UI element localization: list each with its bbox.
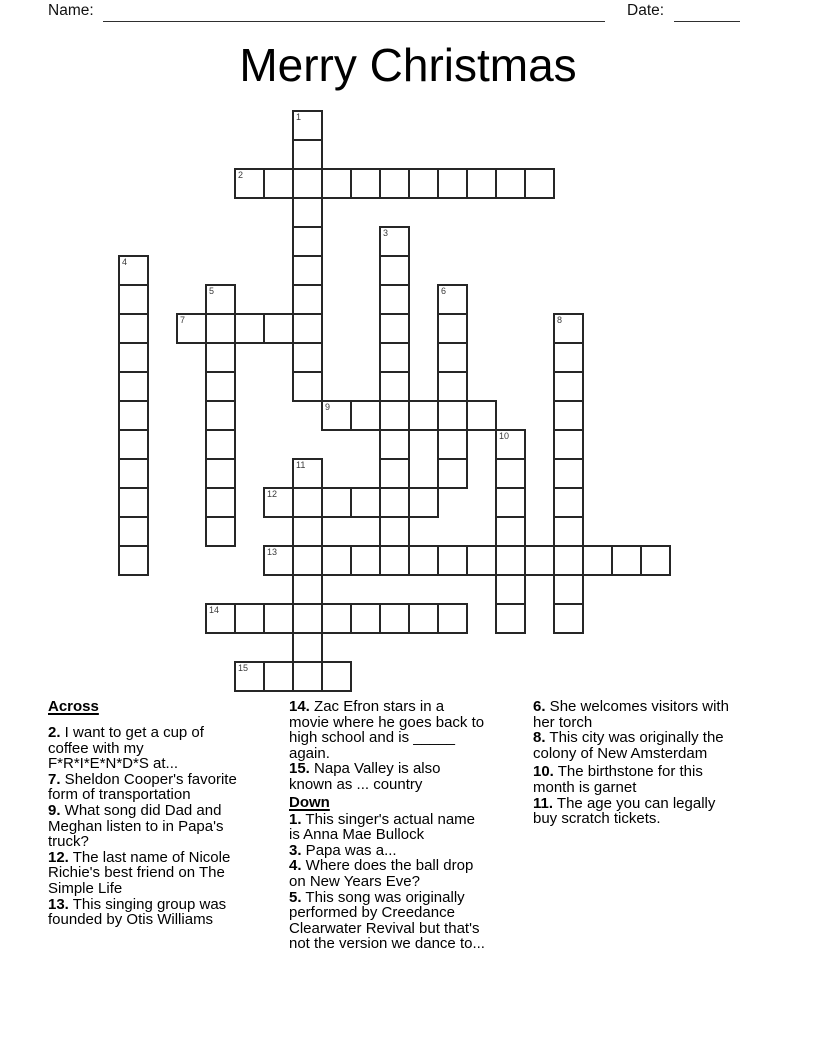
grid-cell[interactable]: [495, 516, 526, 547]
grid-cell[interactable]: [321, 545, 352, 576]
grid-cell[interactable]: [205, 342, 236, 373]
cell-number: 6: [441, 286, 447, 296]
grid-cell[interactable]: [495, 545, 526, 576]
clue-across-2: 2. I want to get a cup of coffee with my F*R*I*E*N*D*S at...: [48, 724, 204, 773]
grid-cell[interactable]: [321, 603, 352, 634]
grid-cell[interactable]: [205, 371, 236, 402]
cell-number: 7: [180, 315, 186, 325]
grid-cell[interactable]: [205, 313, 236, 344]
grid-cell[interactable]: [553, 574, 584, 605]
grid-cell[interactable]: [234, 313, 265, 344]
clue-across-9: 9. What song did Dad and Meghan listen to in Papa's truck?: [48, 801, 224, 851]
across-clues-overflow-list: [289, 699, 487, 793]
grid-cell[interactable]: [234, 603, 265, 634]
grid-cell[interactable]: [205, 603, 236, 634]
grid-cell[interactable]: [234, 168, 265, 199]
grid-cell[interactable]: [292, 545, 323, 576]
date-label: Date:: [627, 2, 665, 19]
grid-cell[interactable]: [553, 400, 584, 431]
grid-cell[interactable]: [292, 487, 323, 518]
grid-cell[interactable]: [350, 400, 381, 431]
grid-cell[interactable]: [437, 371, 468, 402]
clue-across-12: 12. The last name of Nicole Richie's best friend on The Simple Life: [48, 848, 231, 897]
clue-number: 11.: [533, 794, 554, 812]
grid-cell[interactable]: [379, 168, 410, 199]
grid-cell[interactable]: [553, 342, 584, 373]
cell-number: 2: [238, 170, 244, 180]
down-clues-overflow-list: [533, 699, 738, 827]
grid-cell[interactable]: [321, 168, 352, 199]
cell-number: 1: [296, 112, 302, 122]
clue-number: 13.: [48, 895, 69, 913]
grid-cell[interactable]: [582, 545, 613, 576]
grid-cell[interactable]: [234, 661, 265, 692]
clue-down-8: 8. This city was originally the colony of New Amsterdam: [533, 729, 724, 762]
grid-cell[interactable]: [292, 110, 323, 141]
grid-cell[interactable]: [205, 400, 236, 431]
grid-cell[interactable]: [350, 487, 381, 518]
grid-cell[interactable]: [205, 516, 236, 547]
grid-cell[interactable]: [292, 516, 323, 547]
grid-cell[interactable]: [379, 458, 410, 489]
clues-column-1: [48, 699, 289, 928]
grid-cell[interactable]: [118, 284, 149, 315]
cell-number: 11: [296, 460, 306, 470]
grid-cell[interactable]: [495, 458, 526, 489]
grid-cell[interactable]: [205, 429, 236, 460]
grid-cell[interactable]: [379, 313, 410, 344]
clue-number: 14.: [289, 698, 310, 715]
grid-cell[interactable]: [611, 545, 642, 576]
grid-cell[interactable]: [466, 168, 497, 199]
grid-cell[interactable]: [553, 371, 584, 402]
grid-cell[interactable]: [379, 342, 410, 373]
grid-cell[interactable]: [408, 545, 439, 576]
down-heading: Down: [289, 793, 330, 811]
grid-cell[interactable]: [118, 400, 149, 431]
grid-cell[interactable]: [437, 603, 468, 634]
clues-column-3: [533, 699, 738, 827]
grid-cell[interactable]: [437, 168, 468, 199]
cell-number: 15: [238, 663, 249, 673]
grid-cell[interactable]: [118, 458, 149, 489]
clue-number: 9.: [48, 801, 61, 819]
grid-cell[interactable]: [437, 284, 468, 315]
grid-cell[interactable]: [263, 603, 294, 634]
name-label: Name:: [48, 2, 94, 19]
grid-cell[interactable]: [408, 603, 439, 634]
grid-cell[interactable]: [437, 545, 468, 576]
grid-cell[interactable]: [263, 313, 294, 344]
grid-cell[interactable]: [640, 545, 671, 576]
grid-cell[interactable]: [292, 603, 323, 634]
grid-cell[interactable]: [292, 574, 323, 605]
grid-cell[interactable]: [292, 255, 323, 286]
grid-cell[interactable]: [408, 168, 439, 199]
name-blank-line[interactable]: [103, 4, 605, 22]
grid-cell[interactable]: [292, 197, 323, 228]
grid-cell[interactable]: [553, 487, 584, 518]
grid-cell[interactable]: [176, 313, 207, 344]
grid-cell[interactable]: [118, 255, 149, 286]
grid-cell[interactable]: [379, 516, 410, 547]
grid-cell[interactable]: [379, 603, 410, 634]
clue-across-15: 15. Napa Valley is also known as ... country: [289, 760, 441, 793]
grid-cell[interactable]: [466, 400, 497, 431]
grid-cell[interactable]: [553, 545, 584, 576]
grid-cell[interactable]: [524, 168, 555, 199]
grid-cell[interactable]: [205, 487, 236, 518]
grid-cell[interactable]: [350, 545, 381, 576]
grid-cell[interactable]: [292, 168, 323, 199]
cell-number: 9: [325, 402, 331, 412]
grid-cell[interactable]: [379, 487, 410, 518]
cell-number: 12: [267, 489, 278, 499]
across-heading: Across: [48, 698, 99, 715]
grid-cell[interactable]: [118, 545, 149, 576]
grid-cell[interactable]: [553, 516, 584, 547]
grid-cell[interactable]: [437, 400, 468, 431]
grid-cell[interactable]: [205, 458, 236, 489]
grid-cell[interactable]: [553, 313, 584, 344]
clue-number: 7.: [48, 770, 61, 788]
clue-number: 4.: [289, 857, 302, 875]
grid-cell[interactable]: [379, 226, 410, 257]
grid-cell[interactable]: [524, 545, 555, 576]
grid-cell[interactable]: [495, 574, 526, 605]
grid-cell[interactable]: [205, 284, 236, 315]
clue-number: 5.: [289, 888, 302, 906]
cell-number: 13: [267, 547, 278, 557]
grid-cell[interactable]: [118, 342, 149, 373]
grid-cell[interactable]: [292, 371, 323, 402]
cell-number: 8: [557, 315, 563, 325]
grid-cell[interactable]: [408, 400, 439, 431]
grid-cell[interactable]: [379, 255, 410, 286]
grid-cell[interactable]: [437, 429, 468, 460]
across-clues-list: [48, 725, 248, 928]
grid-cell[interactable]: [292, 313, 323, 344]
crossword-grid: [118, 110, 673, 694]
cell-number: 3: [383, 228, 389, 238]
clues-column-2: [289, 699, 533, 952]
page-title: Merry Christmas: [239, 39, 577, 91]
grid-cell[interactable]: [495, 168, 526, 199]
grid-cell[interactable]: [379, 545, 410, 576]
grid-cell[interactable]: [495, 603, 526, 634]
clues-section: [48, 699, 738, 952]
grid-cell[interactable]: [118, 371, 149, 402]
grid-cell[interactable]: [437, 342, 468, 373]
clue-down-3: 3. Papa was a...: [289, 841, 397, 859]
clue-down-5: 5. This song was originally performed by Creedance Clearwater Revival but that's not the version we dance to...: [289, 888, 485, 953]
cell-number: 4: [122, 257, 128, 267]
grid-cell[interactable]: [437, 313, 468, 344]
grid-cell[interactable]: [350, 168, 381, 199]
clue-across-13: 13. This singing group was founded by Otis Williams: [48, 895, 227, 929]
clue-down-10: 10. The birthstone for this month is garnet: [533, 763, 703, 796]
grid-cell[interactable]: [292, 139, 323, 170]
grid-cell[interactable]: [321, 487, 352, 518]
grid-cell[interactable]: [118, 487, 149, 518]
grid-cell[interactable]: [292, 342, 323, 373]
clue-down-4: 4. Where does the ball drop on New Years Eve?: [289, 857, 474, 890]
grid-cell[interactable]: [437, 458, 468, 489]
grid-cell[interactable]: [292, 458, 323, 489]
grid-cell[interactable]: [263, 545, 294, 576]
grid-cell[interactable]: [495, 487, 526, 518]
grid-cell[interactable]: [118, 516, 149, 547]
date-blank-line[interactable]: [674, 4, 740, 22]
grid-cell[interactable]: [292, 226, 323, 257]
grid-cell[interactable]: [379, 371, 410, 402]
clue-number: 1.: [289, 810, 302, 828]
grid-cell[interactable]: [495, 429, 526, 460]
cell-number: 5: [209, 286, 215, 296]
grid-cell[interactable]: [263, 168, 294, 199]
grid-cell[interactable]: [408, 487, 439, 518]
clue-number: 8.: [533, 729, 546, 747]
clue-across-7: 7. Sheldon Cooper's favorite form of transportation: [48, 770, 237, 804]
grid-cell[interactable]: [118, 313, 149, 344]
grid-cell[interactable]: [321, 400, 352, 431]
clue-down-6: 6. She welcomes visitors with her torch: [533, 698, 729, 731]
grid-cell[interactable]: [263, 487, 294, 518]
grid-cell[interactable]: [379, 429, 410, 460]
clue-number: 2.: [48, 724, 61, 741]
clue-across-14: 14. Zac Efron stars in a movie where he goes back to high school and is _____ again.: [289, 698, 485, 762]
grid-cell[interactable]: [292, 661, 323, 692]
grid-cell[interactable]: [321, 661, 352, 692]
grid-cell[interactable]: [553, 603, 584, 634]
clue-number: 12.: [48, 848, 69, 866]
grid-cell[interactable]: [379, 400, 410, 431]
cell-number: 14: [209, 605, 220, 615]
down-clues-list: [289, 812, 487, 952]
grid-cell[interactable]: [350, 603, 381, 634]
grid-cell[interactable]: [263, 661, 294, 692]
clue-number: 15.: [289, 760, 310, 778]
grid-cell[interactable]: [292, 284, 323, 315]
grid-cell[interactable]: [466, 545, 497, 576]
clue-number: 3.: [289, 841, 302, 859]
grid-cell[interactable]: [292, 632, 323, 663]
clue-down-1: 1. This singer's actual name is Anna Mae Bullock: [289, 810, 476, 844]
clue-number: 6.: [533, 698, 546, 715]
clue-down-11: 11. The age you can legally buy scratch tickets.: [533, 794, 716, 828]
cell-number: 10: [499, 431, 510, 441]
grid-cell[interactable]: [553, 458, 584, 489]
grid-cell[interactable]: [118, 429, 149, 460]
clue-number: 10.: [533, 763, 554, 781]
grid-cell[interactable]: [553, 429, 584, 460]
grid-cell[interactable]: [379, 284, 410, 315]
